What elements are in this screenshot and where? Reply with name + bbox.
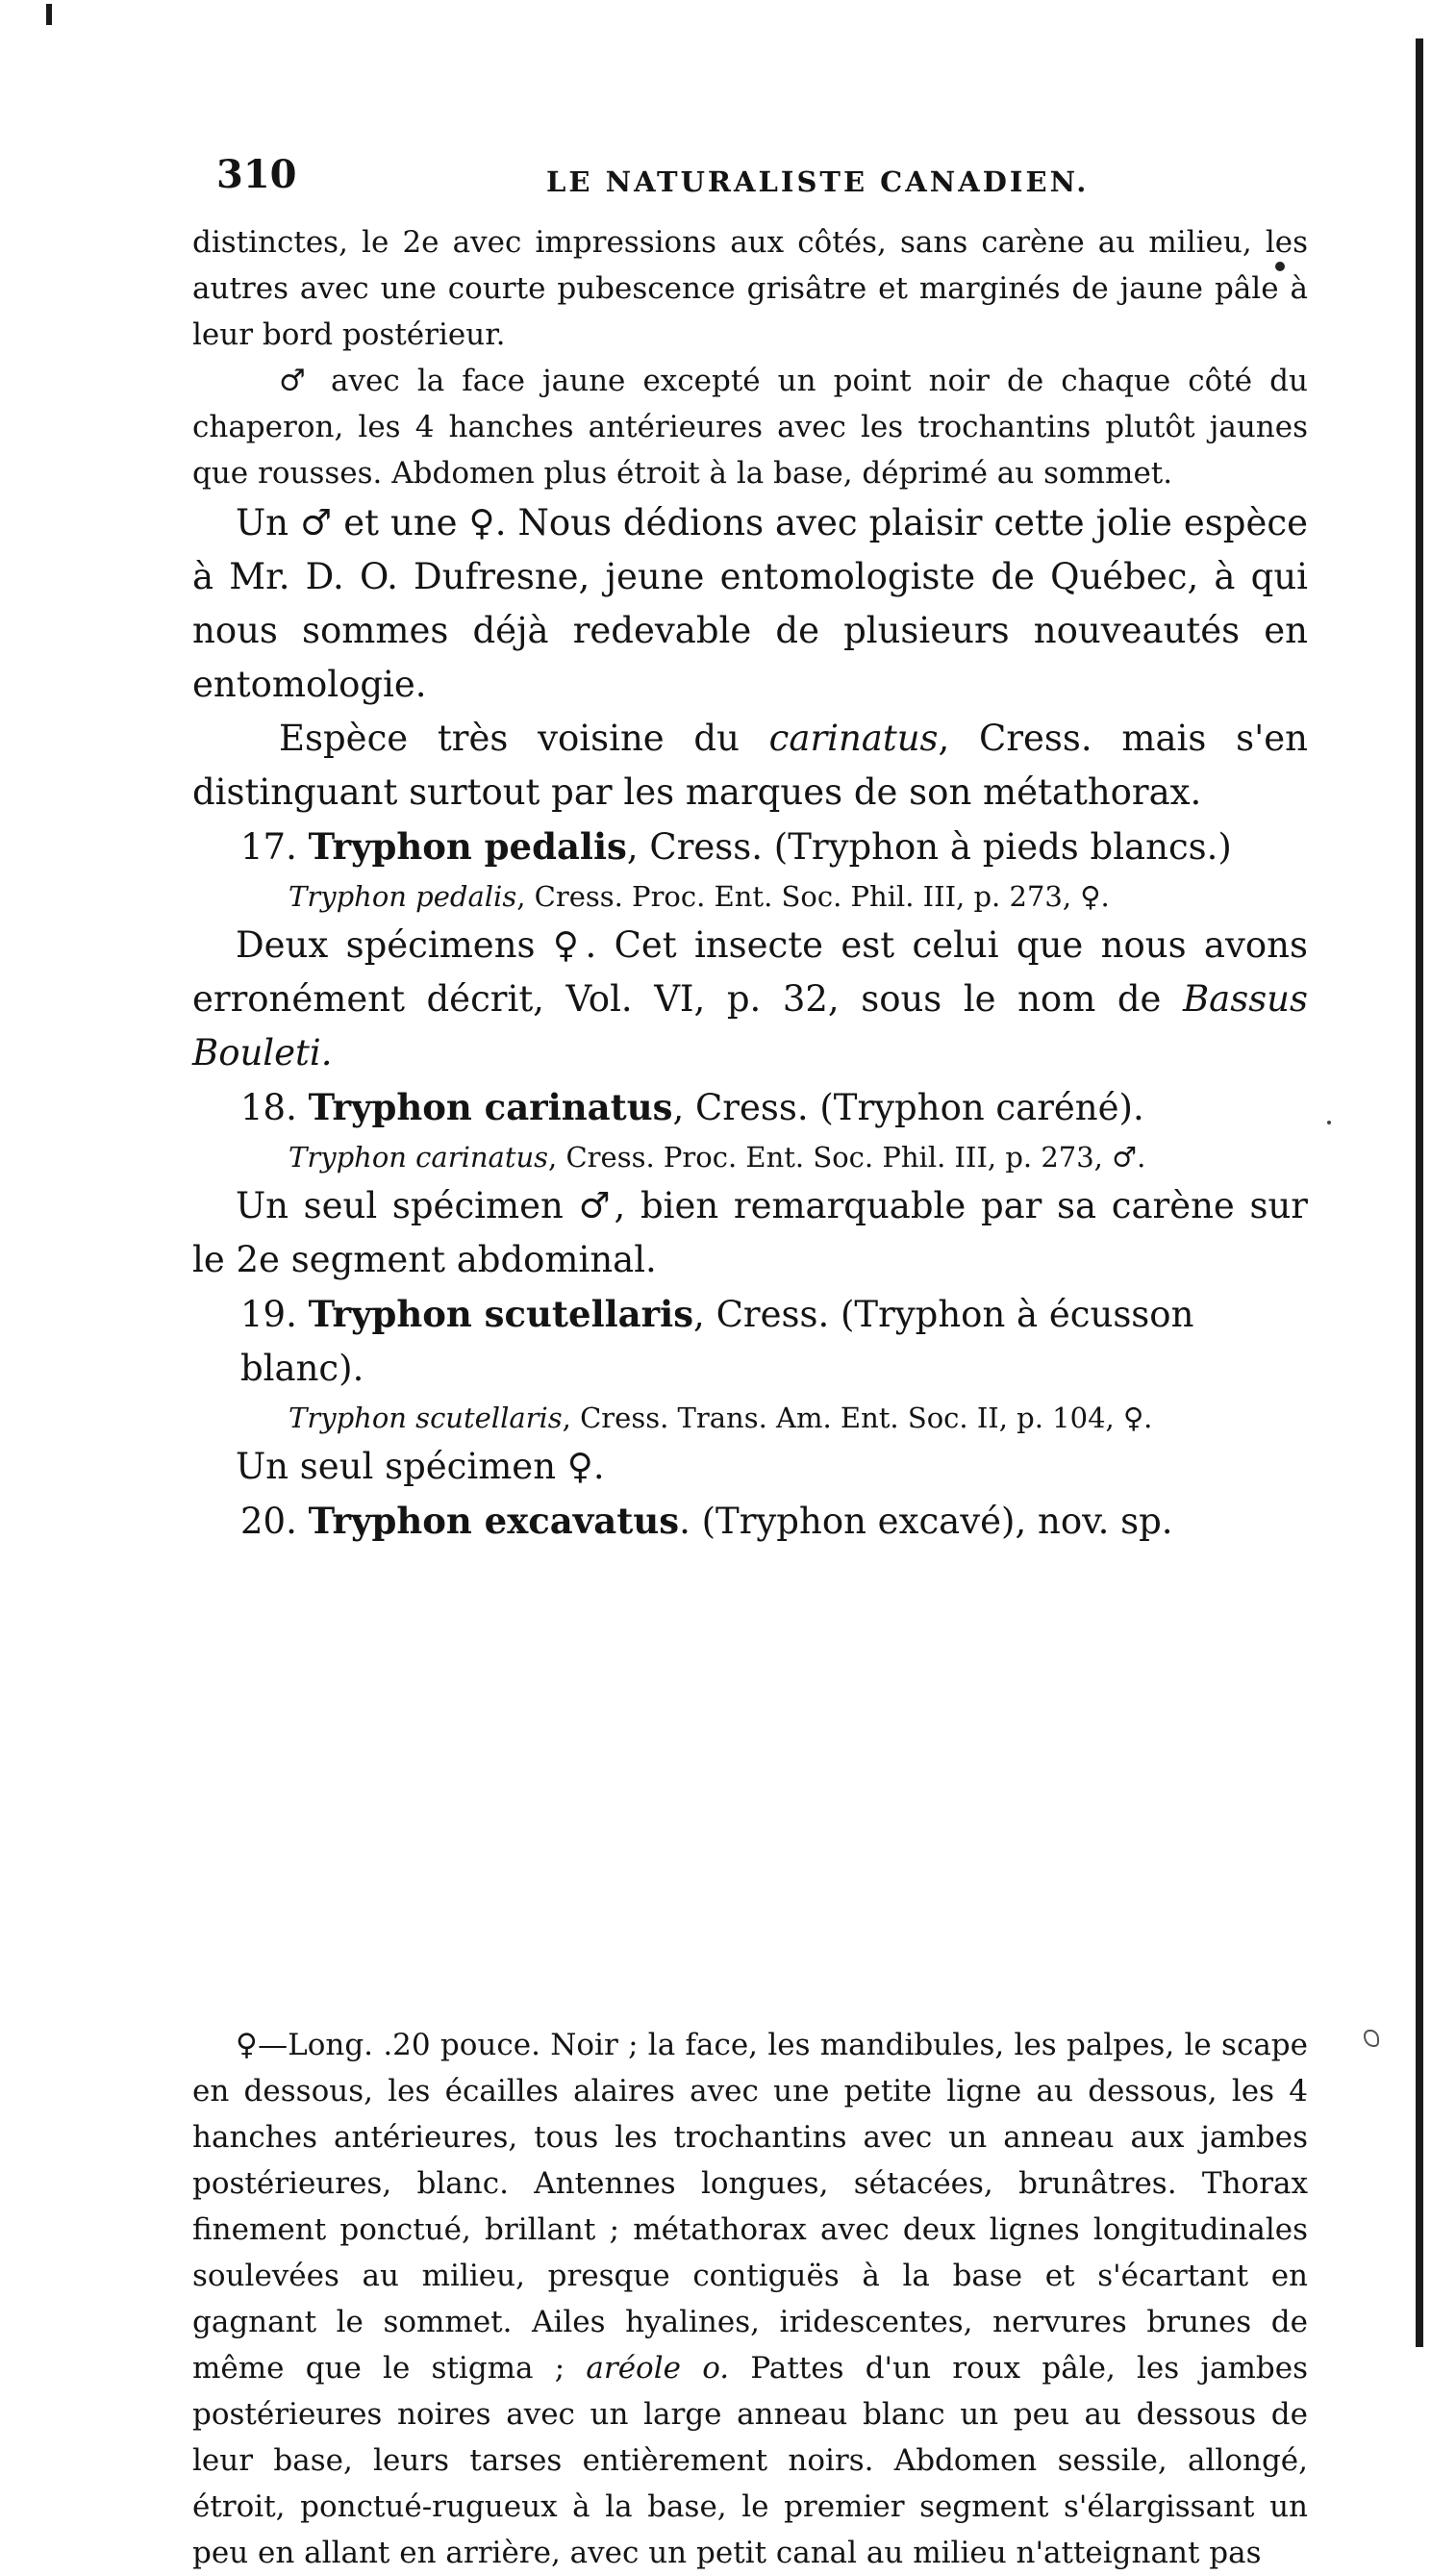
species-description-20: ♀—Long. .20 pouce. Noir ; la face, les mandibules, les palpes, le scape en dessous, les écailles alaires avec une petite ligne au dessous, les 4 hanches antérieures, tous les trochantins avec un anneau aux jambes postérieures, blanc. Antennes longues, sétacées, brunâtres. Thorax finement ponctué, brillant ; métathorax avec deux lignes longitudinales soulevées au milieu, presque contiguës à la base et s'écartant en gagnant le sommet. Ailes hyalines, iridescentes, nervures brunes de même que le stigma ; aréole o. Pattes d'un roux pâle, les jambes postérieures noires avec un large anneau blanc un peu au dessous de leur base, leurs tarses entièrement noirs. Abdomen sessile, allongé, étroit, ponctué-rugueux à la base, le premier segment s'élargissant un peu en allant en arrière, avec un petit canal au milieu n'atteignant pas bbox=[192, 2028, 1308, 2570]
species-heading-17: 17. Tryphon pedalis, Cress. (Tryphon à pieds blancs.) bbox=[240, 825, 1232, 868]
paragraph-continued: distinctes, le 2e avec impressions aux côtés, sans carène au milieu, les autres avec une courte pubescence grisâtre et marginés de jaune pâle à leur bord postérieur. bbox=[192, 225, 1308, 352]
species-description-18: Un seul spécimen ♂, bien remarquable par sa carène sur le 2e segment abdominal. bbox=[192, 1185, 1308, 1280]
synonymy-19: Tryphon scutellaris, Cress. Trans. Am. Ent. Soc. II, p. 104, ♀. bbox=[289, 1402, 1153, 1434]
page-number: 310 bbox=[216, 152, 297, 197]
paragraph-male-description: ♂ avec la face jaune excepté un point noir de chaque côté du chaperon, les 4 hanches antérieures avec les trochantins plutôt jaunes que rousses. Abdomen plus étroit à la base, déprimé au sommet. bbox=[192, 364, 1308, 491]
synonymy-18: Tryphon carinatus, Cress. Proc. Ent. Soc. Phil. III, p. 273, ♂. bbox=[289, 1141, 1146, 1174]
paragraph-comparison: Espèce très voisine du carinatus, Cress. mais s'en distinguant surtout par les marques de son métathorax. bbox=[192, 718, 1308, 813]
text-body bbox=[192, 219, 1308, 1549]
scan-artifact-mark bbox=[46, 4, 52, 25]
text-body-description-20 bbox=[192, 2022, 1308, 2576]
species-heading-18: 18. Tryphon carinatus, Cress. (Tryphon caréné). bbox=[240, 1086, 1144, 1128]
species-heading-20: 20. Tryphon excavatus. (Tryphon excavé), nov. sp. bbox=[240, 1500, 1173, 1542]
running-head: LE NATURALISTE CANADIEN. bbox=[546, 165, 1090, 198]
scan-speck bbox=[1327, 1121, 1331, 1124]
species-heading-19: 19. Tryphon scutellaris, Cress. (Tryphon à écusson blanc). bbox=[240, 1293, 1194, 1389]
paragraph-dedication: Un ♂ et une ♀. Nous dédions avec plaisir cette jolie espèce à Mr. D. O. Dufresne, jeune entomologiste de Québec, à qui nous sommes déjà redevable de plusieurs nouveautés en entomologie. bbox=[192, 502, 1308, 705]
page-header bbox=[0, 144, 1327, 202]
species-description-19: Un seul spécimen ♀. bbox=[236, 1446, 605, 1487]
scan-speck bbox=[1364, 2030, 1379, 2047]
synonymy-17: Tryphon pedalis, Cress. Proc. Ent. Soc. Phil. III, p. 273, ♀. bbox=[289, 880, 1110, 913]
species-description-17: Deux spécimens ♀. Cet insecte est celui que nous avons erronément décrit, Vol. VI, p. 32, sous le nom de Bassus Bouleti. bbox=[192, 924, 1308, 1073]
page-edge-bar bbox=[1416, 38, 1423, 2347]
